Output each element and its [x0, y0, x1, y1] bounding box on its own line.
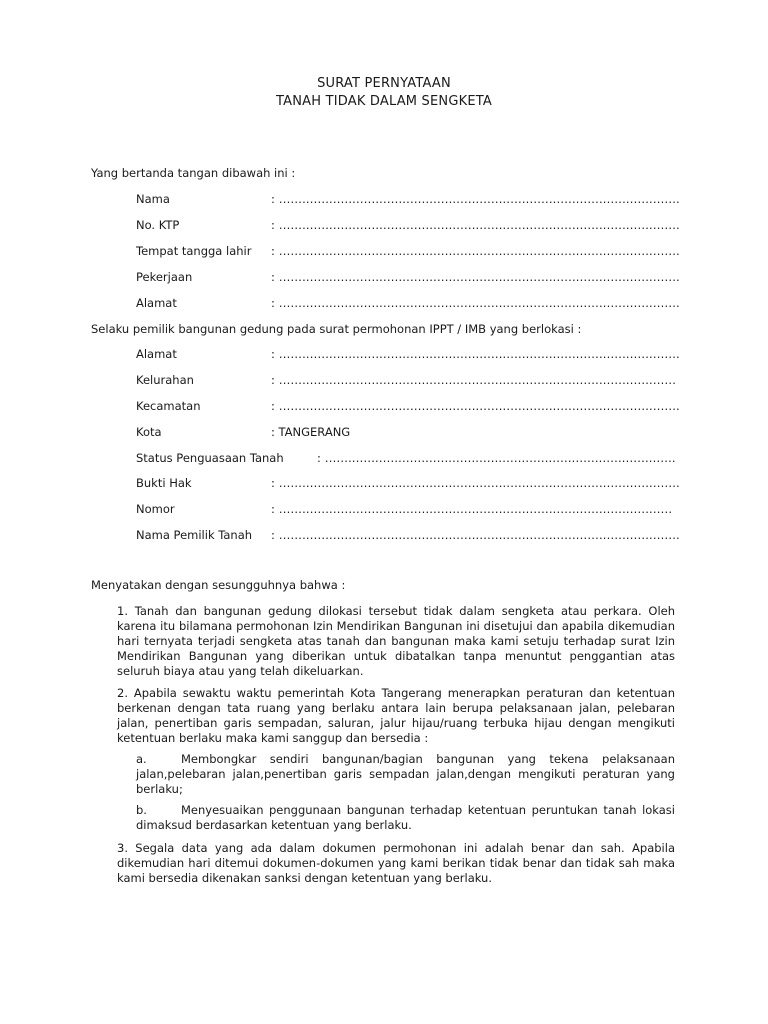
loc-value-kecamatan: : ........................................................................................................ — [271, 399, 680, 413]
field-label-ktp: No. KTP — [136, 218, 180, 232]
statement-point-2b — [136, 803, 675, 833]
loc-value-kelurahan: : ....................................................................................................... — [271, 373, 677, 387]
document-title-line1: SURAT PERNYATAAN — [317, 76, 451, 91]
statement-point-2a — [136, 752, 675, 797]
loc-value-kota: : TANGERANG — [271, 425, 351, 439]
point-2b-text: Menyesuaikan penggunaan bangunan terhadap ketentuan peruntukan tanah lokasi dimaksud berdasarkan ketentuan yang berlaku. — [136, 803, 675, 832]
field-label-nama: Nama — [136, 192, 170, 206]
loc-label-kecamatan: Kecamatan — [136, 399, 201, 413]
loc-value-alamat: : ........................................................................................................ — [271, 347, 680, 361]
location-intro-text: Selaku pemilik bangunan gedung pada surat permohonan IPPT / IMB yang berlokasi : — [91, 322, 582, 336]
field-value-nama: : ........................................................................................................ — [271, 192, 680, 206]
loc-value-bukti-hak: : ........................................................................................................ — [271, 476, 680, 490]
intro-text: Yang bertanda tangan dibawah ini : — [91, 166, 296, 180]
loc-label-status-penguasaan: Status Penguasaan Tanah — [136, 451, 284, 465]
statement-point-2: 2. Apabila sewaktu waktu pemerintah Kota Tangerang menerapkan peraturan dan ketentuan berkenan dengan tata ruang yang berlaku antara lain berupa pelaksanaan jalan, pelebaran jalan, penertiban garis sempadan, saluran, jalur hijau/ruang terbuka hijau dengan mengikuti ketentuan berlaku maka kami sanggup dan bersedia : — [117, 686, 675, 745]
point-2a-text: Membongkar sendiri bangunan/bagian bangunan yang tekena pelaksanaan jalan,pelebaran jalan,penertiban garis sempadan jalan,dengan mengikuti peraturan yang berlaku; — [136, 752, 675, 796]
point-2a-marker: a. — [136, 752, 147, 766]
field-value-pekerjaan: : ........................................................................................................ — [271, 270, 680, 284]
loc-value-status-penguasaan: : ........................................................................................... — [317, 451, 676, 465]
loc-label-kota: Kota — [136, 425, 162, 439]
loc-label-alamat: Alamat — [136, 347, 177, 361]
field-label-tempat-lahir: Tempat tangga lahir — [136, 244, 252, 258]
loc-label-bukti-hak: Bukti Hak — [136, 476, 192, 490]
field-value-ktp: : ........................................................................................................ — [271, 218, 680, 232]
loc-value-nomor: : ...................................................................................................... — [271, 502, 673, 516]
field-label-pekerjaan: Pekerjaan — [136, 270, 193, 284]
loc-value-nama-pemilik: : ........................................................................................................ — [271, 528, 680, 542]
field-value-alamat: : ........................................................................................................ — [271, 296, 680, 310]
document-title-line2: TANAH TIDAK DALAM SENGKETA — [276, 94, 492, 109]
statement-point-1: 1. Tanah dan bangunan gedung dilokasi tersebut tidak dalam sengketa atau perkara. Oleh karena itu bilamana permohonan Izin Mendirikan Bangunan ini disetujui dan apabila dikemudian hari ternyata terjadi sengketa atas tanah dan bangunan maka kami setuju terhadap surat Izin Mendirikan Bangunan yang diberikan untuk dibatalkan tanpa menuntut penggantian atas seluruh biaya atau yang telah dikeluarkan. — [117, 604, 675, 678]
field-label-alamat: Alamat — [136, 296, 177, 310]
loc-label-nomor: Nomor — [136, 502, 175, 516]
loc-label-kelurahan: Kelurahan — [136, 373, 194, 387]
field-value-tempat-lahir: : ........................................................................................................ — [271, 244, 680, 258]
loc-label-nama-pemilik: Nama Pemilik Tanah — [136, 528, 253, 542]
point-2b-marker: b. — [136, 803, 147, 817]
statement-point-3: 3. Segala data yang ada dalam dokumen permohonan ini adalah benar dan sah. Apabila dikemudian hari ditemui dokumen-dokumen yang kami berikan tidak benar dan tidak sah maka kami bersedia dikenakan sanksi dengan ketentuan yang berlaku. — [117, 841, 675, 885]
statement-intro-text: Menyatakan dengan sesungguhnya bahwa : — [91, 578, 346, 592]
